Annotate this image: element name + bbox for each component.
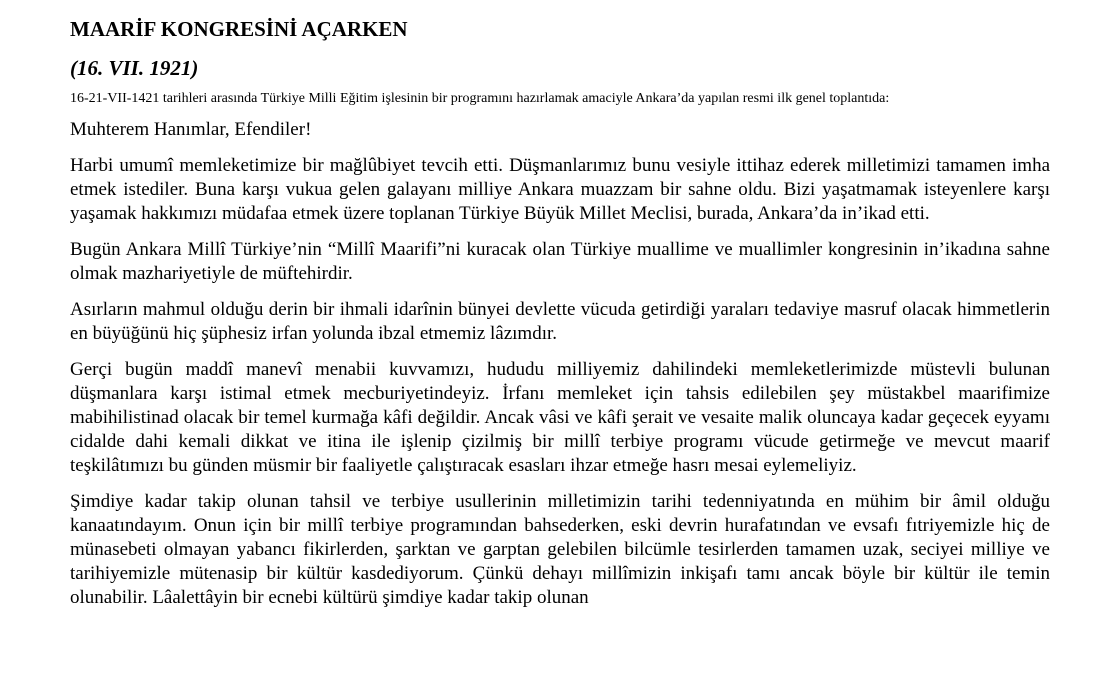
context-note: 16-21-VII-1421 tarihleri arasında Türkiye Milli Eğitim işlesinin bir programını hazırlamak amaciyle Ankara’da yapılan resmi ilk genel toplantıda: (70, 91, 890, 106)
paragraph-1: Harbi umumî memleketimize bir mağlûbiyet tevcih etti. Düşmanlarımız bunu vesiyle ittihaz ederek milletimizi tamamen imha etmek istediler. Buna karşı vukua gelen galayanı milliye Ankara muazzam bir sahne oldu. Bizi yaşatmamak isteyenlere karşı yaşamak hakkımızı müdafaa etmek üzere toplanan Türkiye Büyük Millet Meclisi, burada, Ankara’da in’ikad etti. (70, 155, 1050, 224)
paragraph-3: Asırların mahmul olduğu derin bir ihmali idarînin bünyei devlette vücuda getirdiği yaraları tedaviye masruf olacak himmetlerin en büyüğünü hiç şüphesiz irfan yolunda ibzal etmemiz lâzımdır. (70, 299, 1050, 344)
document-date: (16. VII. 1921) (70, 56, 199, 80)
paragraph-4: Gerçi bugün maddî manevî menabii kuvvamızı, hududu milliyemiz dahilindeki memleketlerimizde müstevli bulunan düşmanlara karşı istimal etmek mecburiyetindeyiz. İrfanı memleket için tahsis edilebilen şey müstakbel maarifimize mabihilistinad olacak bir temel kurmağa kâfi değildir. Ancak vâsi ve kâfi şerait ve vesaite malik oluncaya kadar geçecek eyyamı cidalde dahi kemali dikkat ve itina ile işlenip çizilmiş bir millî terbiye programı vücude getirmeğe ve mevcut maarif teşkilâtımızı bu günden müsmir bir faaliyetle çalıştıracak esasları ihzar etmeğe hasrı mesai eylemeliyiz. (70, 359, 1050, 476)
salutation: Muhterem Hanımlar, Efendiler! (70, 119, 312, 140)
paragraph-5: Şimdiye kadar takip olunan tahsil ve terbiye usullerinin milletimizin tarihi tedenniyatında en mühim bir âmil olduğu kanaatındayım. Onun için bir millî terbiye programından bahsederken, eski devrin hurafatından ve evsafı fıtriyemizle hiç de münasebeti olmayan yabancı fikirlerden, şarktan ve garptan gelebilen bilcümle tesirlerden tamamen uzak, seciyei milliye ve tarihiyemizle mütenasip bir kültür kasdediyorum. Çünkü dehayı millîmizin inkişafı tamı ancak böyle bir kültür ile temin olunabilir. Lâalettâyin bir ecnebi kültürü şimdiye kadar takip olunan (70, 491, 1050, 608)
document-title: MAARİF KONGRESİNİ AÇARKEN (70, 17, 408, 41)
document-page (70, 14, 1050, 610)
paragraph-2: Bugün Ankara Millî Türkiye’nin “Millî Maarifi”ni kuracak olan Türkiye muallime ve muallimler kongresinin in’ikadına sahne olmak mazhariyetiyle de müftehirdir. (70, 239, 1050, 284)
